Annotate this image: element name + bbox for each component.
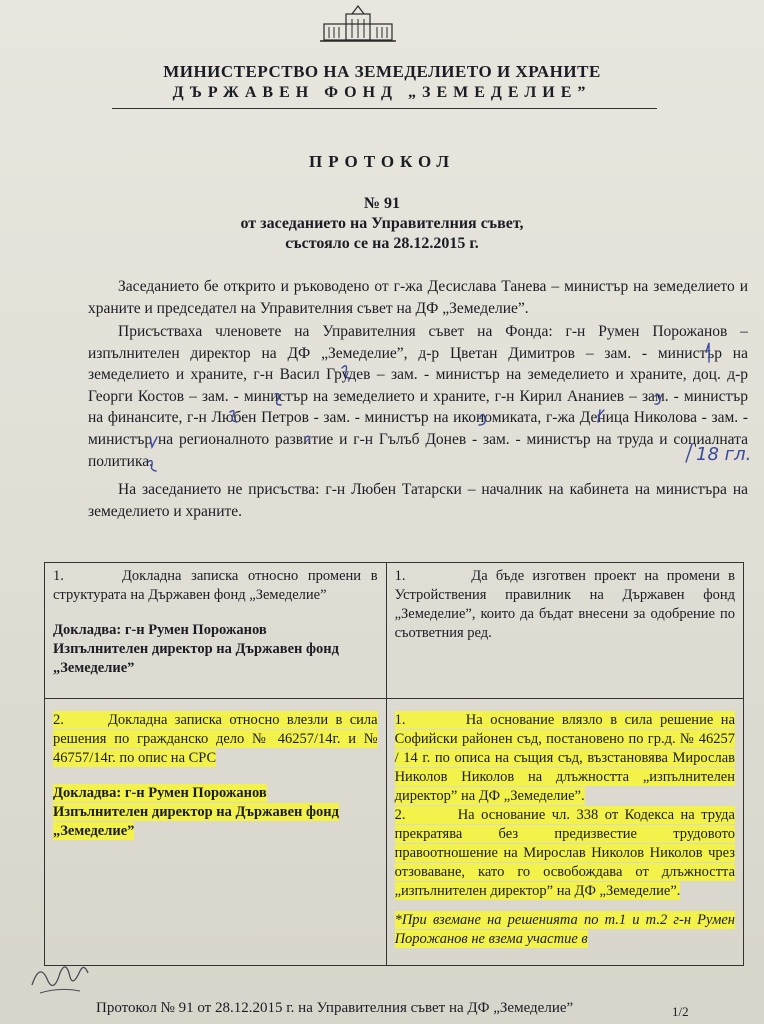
protocol-subtitle: от заседанието на Управителния съвет, bbox=[240, 215, 524, 232]
handwritten-count: 18 гл. bbox=[696, 444, 752, 465]
decision-2-note bbox=[395, 911, 735, 949]
page-number: 1/2 bbox=[672, 1004, 689, 1019]
table-row bbox=[45, 699, 744, 966]
agenda-item-1-reporter: Докладва: г-н Румен Порожанов bbox=[53, 622, 267, 638]
signature-scribble-icon bbox=[26, 955, 96, 1000]
agenda-item-1-reporter-title: Изпълнителен директор на Държавен фонд „Земеделие” bbox=[53, 641, 339, 676]
absentees-paragraph-text: На заседанието не присъства: г-н Любен Татарски – началник на кабинета на министъра на земеделието и храните. bbox=[88, 481, 748, 520]
opening-paragraph bbox=[88, 276, 748, 319]
agenda-item-2-text bbox=[53, 711, 378, 768]
absentees-paragraph bbox=[88, 479, 748, 522]
header-divider bbox=[112, 108, 657, 109]
ministry-name: МИНИСТЕРСТВО НА ЗЕМЕДЕЛИЕТО И ХРАНИТЕ bbox=[163, 62, 601, 81]
decision-1-text: 1. Да бъде изготвен проект на промени в Устройствения правилник на Държавен фонд „Земеделие”, които да бъдат внесени за одобрение по съответния ред. bbox=[394, 568, 735, 641]
ministry-building-emblem-icon bbox=[318, 4, 398, 44]
agenda-item-2-reporter bbox=[53, 784, 378, 803]
opening-paragraph-text: Заседанието бе открито и ръководено от г-жа Десислава Танева – министър на земеделието и храните и председател на Управителния съвет на ДФ „Земеделие”. bbox=[88, 278, 748, 317]
decision-2-point-2 bbox=[395, 806, 735, 901]
decisions-table bbox=[44, 562, 744, 966]
attendees-paragraph-text: Присъстваха членовете на Управителния съвет на Фонда: г-н Румен Порожанов – изпълнителен директор на ДФ „Земеделие”, д-р Цветан Димитров – зам. - министър на земеделието и храните, г-н Васил Грудев – зам. - министър на земеделието и храните, доц. д-р Георги Костов – зам. - министър на земеделието и храните, г-н Кирил Ананиев – зам. - министър на финансите, г-н Любен Петров - зам. - министър на икономиката, г-жа Деница Николова - зам. - министър на регионалното развитие и г-н Гълъб Донев - зам. - министър на труда и социалната политика. bbox=[88, 323, 748, 470]
decision-1 bbox=[386, 563, 743, 699]
decision-2-point-1 bbox=[395, 711, 735, 806]
agenda-item-2-reporter-title-highlight: Изпълнителен директор на Държавен фонд „Земеделие” bbox=[53, 804, 339, 839]
agenda-item-1 bbox=[45, 563, 387, 699]
agenda-item-2-reporter-title bbox=[53, 803, 378, 841]
decision-2-note-highlight: *При вземане на решенията по т.1 и т.2 г-н Румен Порожанов не взема участие в bbox=[394, 912, 735, 947]
table-row bbox=[45, 563, 744, 699]
protocol-date: състояло се на 28.12.2015 г. bbox=[285, 235, 479, 252]
document-title: ПРОТОКОЛ bbox=[308, 152, 455, 171]
attendees-paragraph bbox=[88, 321, 748, 472]
agenda-item-2 bbox=[45, 699, 387, 966]
protocol-number: № 91 bbox=[363, 195, 401, 212]
decision-2-point-1-highlight: 1. На основание влязло в сила решение на Софийски районен съд, постановено по гр.д. № 46257 / 14 г. по описа на същия съд, възстановява Мирослав Николов Николов на длъжността „изпълнителен директор” на ДФ „Земеделие”. bbox=[394, 712, 735, 804]
fund-name: ДЪРЖАВЕН ФОНД „ЗЕМЕДЕЛИЕ” bbox=[172, 84, 592, 101]
agenda-item-2-highlight: 2. Докладна записка относно влезли в сила решения по гражданско дело № 46257/14г. и № 46757/14г. по опис на СРС bbox=[53, 712, 378, 766]
footer-text: Протокол № 91 от 28.12.2015 г. на Управителния съвет на ДФ „Земеделие” bbox=[96, 1000, 574, 1016]
decision-2-point-2-highlight: 2. На основание чл. 338 от Кодекса на труда прекратява без предизвестие трудовото правоотношение на Мирослав Николов Николов чрез отзоваване, като го освобождава от длъжността „изпълнителен директор” на ДФ „Земеделие”. bbox=[394, 807, 735, 899]
agenda-item-2-reporter-highlight: Докладва: г-н Румен Порожанов bbox=[53, 785, 267, 801]
agenda-item-1-text: 1. Докладна записка относно промени в структурата на Държавен фонд „Земеделие” bbox=[53, 568, 378, 603]
decision-2 bbox=[386, 699, 743, 966]
